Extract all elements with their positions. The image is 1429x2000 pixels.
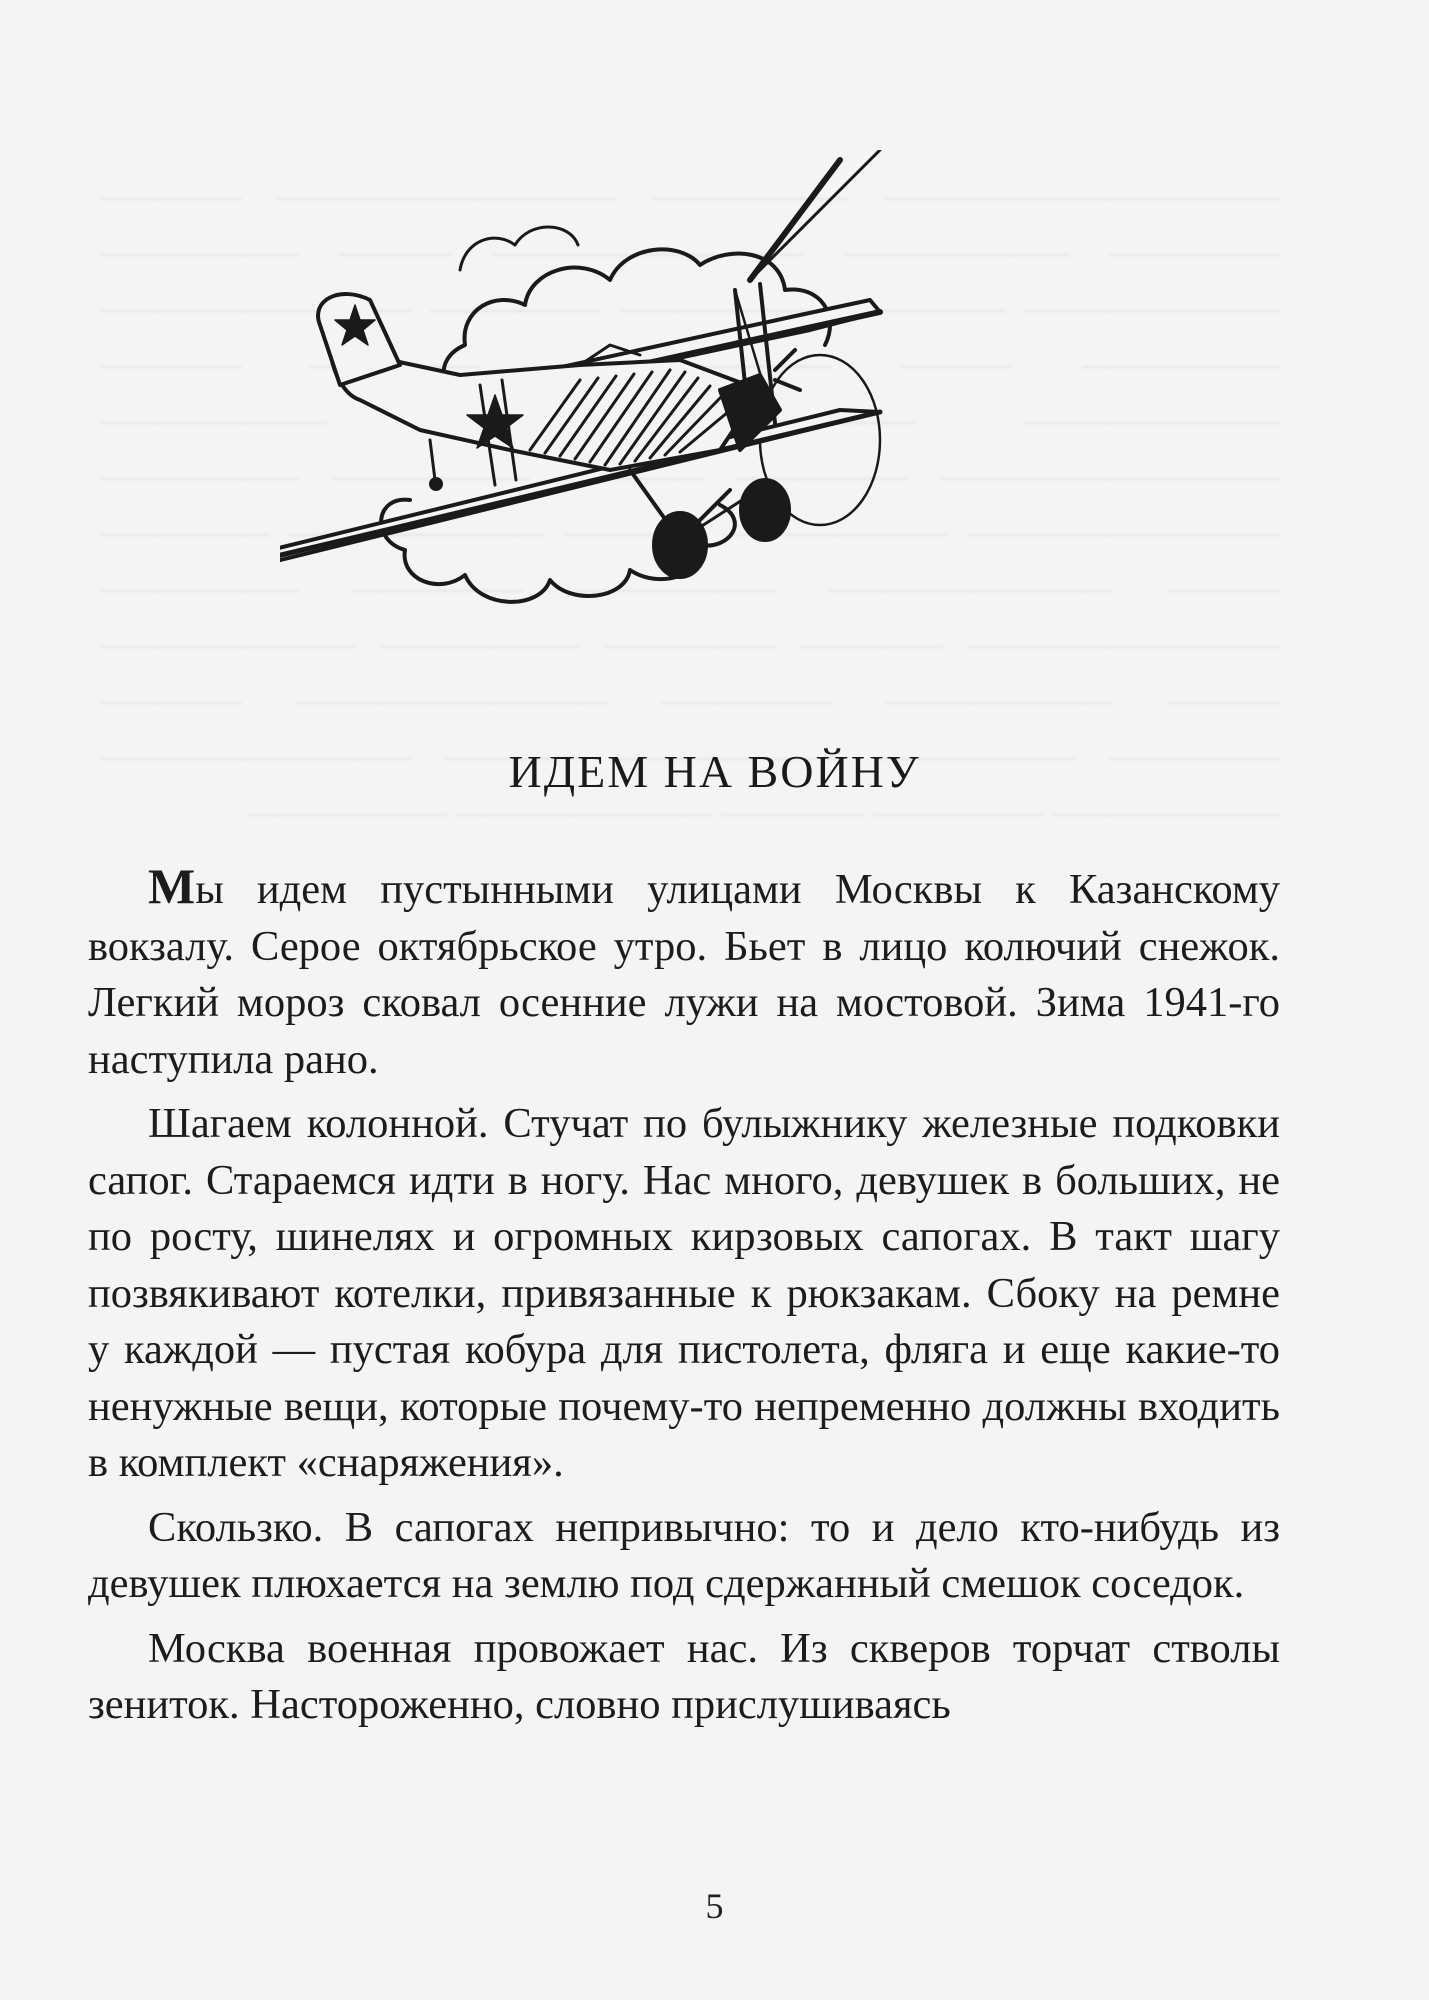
paragraph-4: Москва военная провожает нас. Из скверов торчат стволы зениток. Настороженно, словно прислушиваясь (88, 1624, 1280, 1728)
paragraph-1: Мы идем пустынными улицами Москвы к Казанскому вокзалу. Серое октябрьское утро. Бьет в лицо колючий снежок. Легкий мороз сковал осенние лужи на мостовой. Зима 1941-го наступила рано. (88, 858, 1280, 1083)
paragraph-3: Скользко. В сапогах непривычно: то и дело кто-нибудь из девушек плюхается на землю под сдержанный смешок соседок. (88, 1503, 1280, 1607)
biplane-illustration-icon (280, 150, 1080, 630)
page-number: 5 (705, 1886, 724, 1926)
paragraph-2: Шагаем колонной. Стучат по булыжнику железные подковки сапог. Стараемся идти в ногу. Нас много, девушек в больших, не по росту, шинелях и огромных кирзовых сапогах. В такт шагу позвякивают котелки, привязанные к рюкзакам. Сбоку на ремне у каждой — пустая кобура для пистолета, фляга и еще какие-то ненужные вещи, которые почему-то непременно должны входить в комплект «снаряжения». (88, 1100, 1280, 1486)
chapter-body (88, 858, 1280, 1742)
chapter-title: ИДЕМ НА ВОЙНУ (508, 746, 921, 797)
